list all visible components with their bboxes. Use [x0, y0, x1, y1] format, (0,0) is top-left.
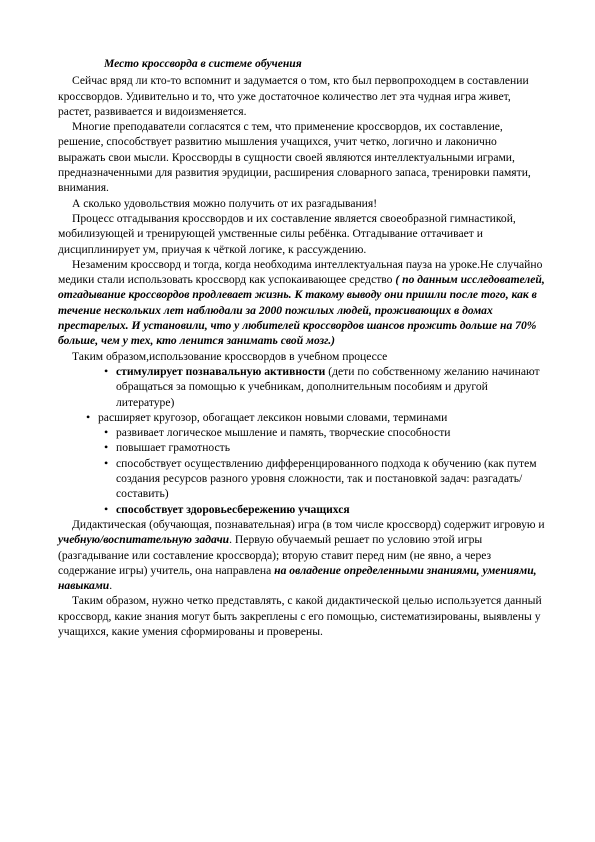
list-item: • способствует осуществлению дифференцированного подхода к обучению (как путем создания ресурсов разного уровня сложности, так и постановкой задач: разгадать/составить) — [104, 456, 545, 502]
paragraph-pause-text: Незаменим кроссворд и тогда, когда необходима интеллектуальная пауза на уроке.Не случайно медики стали использовать кроссворд как успокаивающее средство — [58, 257, 543, 287]
list-item: • повышает грамотность — [104, 440, 545, 455]
skills-phrase: на овладение определенными знаниями, умениями, навыками — [58, 563, 537, 593]
document-body — [58, 56, 545, 639]
list-item: • расширяет кругозор, обогащает лексикон новыми словами, терминами — [86, 410, 545, 425]
paragraph-didactic: Дидактическая (обучающая, познавательная) игра (в том числе кроссворд) содержит игровую и учебную/воспитательную задачи. Первую обучаемый решает по условию этой игры (разгадывание или составление кроссворда); вторую ставит перед ним (не явно, а через содержание игры) учитель, она направлена на овладение определенными знаниями, умениями, навыками. — [58, 517, 545, 593]
learning-tasks: учебную/воспитательную задачи — [58, 533, 230, 547]
paragraph-pleasure: А сколько удовольствия можно получить от их разгадывания! — [72, 196, 378, 210]
list-item: • способствует здоровьесбережению учащихся — [104, 502, 545, 517]
paragraph-gymnastics: Процесс отгадывания кроссвордов и их составление является своеобразной гимнастикой, мобилизующей и тренирующей умственные силы ребёнка. Отгадывание оттачивает и дисциплинирует ум, приучая к чёткой логике, к рассуждению. — [58, 211, 516, 256]
research-note: ( по данным исследователей, отгадывание кроссвордов продлевает жизнь. К такому выводу они пришли после того, как в течение нескольких лет наблюдали за 2000 пожилых людей, проживающих в домах престарелых. И установили, что у любителей кроссвордов шансов прожить дольше на 70% больше, чем у тех, кто ленится занимать свой мозг.) — [58, 273, 545, 348]
paragraph-teachers: Многие преподаватели согласятся с тем, что применение кроссвордов, их составление, решение, способствует развитию мышления учащихся, учит четко, логично и лаконично выражать свои мысли. Кроссворды в сущности своей являются интеллектуальными играми, предназначенными для развития эрудиции, расширения словарного запаса, тренировки памяти, внимания. — [58, 120, 531, 195]
list-item: • стимулирует познавальную активности (дети по собственному желанию начинают обращаться за помощью к учебникам, дополнительным пособиям и другой литературе) — [104, 364, 545, 410]
paragraph-pause — [58, 257, 545, 349]
benefits-list — [58, 364, 545, 517]
document-title: Место кроссворда в системе обучения — [104, 57, 302, 70]
list-item: • развивает логическое мышление и память, творческие способности — [104, 425, 545, 440]
paragraph-summary: Таким образом,использование кроссвордов в учебном процессе — [72, 349, 388, 363]
paragraph-intro: Сейчас вряд ли кто-то вспомнит и задумается о том, кто был первопроходцем в составлении кроссвордов. Удивительно и то, что уже достаточное количество лет эта чудная игра живет, растет, развивается и видоизменяется. — [58, 74, 529, 118]
paragraph-conclusion: Таким образом, нужно четко представлять, с какой дидактической целью используется данный кроссворд, какие знания могут быть закреплены с его помощью, систематизированы, выявлены у учащихся, какие умения сформированы и проверены. — [58, 594, 542, 638]
